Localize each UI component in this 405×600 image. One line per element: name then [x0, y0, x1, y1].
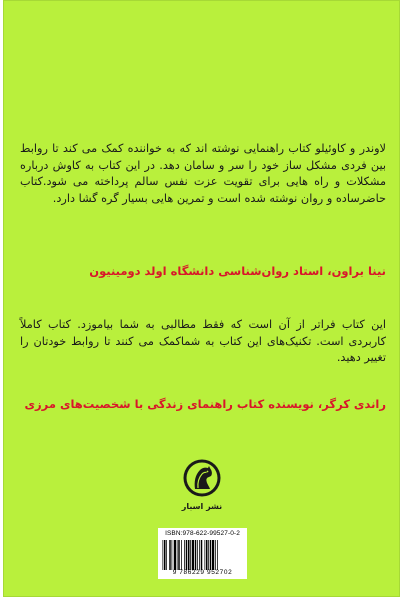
barcode-bar	[186, 540, 188, 570]
barcode-bar	[174, 540, 176, 570]
horse-head-logo-icon	[182, 458, 222, 498]
barcode-bar	[201, 540, 203, 570]
barcode-bar	[190, 540, 191, 570]
blurb-paragraph-2: این کتاب فراتر از آن است که فقط مطالبی به شما بیاموزد. کتاب کاملاً کاربردی است. تکنیک‌های این کتاب به شماکمک می کنند تا روابط خودتان را تغییر دهید.	[20, 318, 386, 364]
barcode-bar	[206, 540, 208, 570]
isbn-label: ISBN:978-622-99527-0-2	[165, 530, 240, 537]
barcode-bar	[208, 540, 209, 570]
barcode-bar	[205, 540, 206, 570]
barcode-bar	[164, 540, 166, 570]
barcode-bar	[188, 540, 190, 570]
barcode-bar	[184, 540, 185, 570]
barcode-bar	[169, 540, 171, 570]
barcode-box	[158, 528, 247, 579]
attribution-2: راندی کرگر، نویسنده کتاب راهنمای زندگی با شخصیت‌های مرزی	[24, 397, 386, 411]
barcode-bar	[177, 540, 178, 570]
barcode-bar	[195, 540, 197, 570]
barcode-bar	[199, 540, 200, 570]
barcode-bar	[197, 540, 198, 570]
publisher-name: نشر اسبار	[181, 502, 223, 511]
barcode-bar	[181, 540, 182, 570]
barcode-bar	[217, 540, 218, 570]
attribution-1: نینا براون، استاد روان‌شناسی دانشگاه اولد دومینیون	[89, 264, 386, 278]
barcode-bar	[192, 540, 194, 570]
barcode-bar	[163, 540, 164, 570]
barcode-bar	[172, 540, 173, 570]
barcode-number: 9 786229 952702	[172, 569, 233, 576]
barcode	[162, 540, 243, 570]
barcode-bar	[166, 540, 167, 570]
blurb-paragraph-1: لاوندر و کاوئیلو کتاب راهنمایی نوشته اند که به خواننده کمک می کند تا روابط بین فردی مشکل ساز خود را سر و سامان دهد. در این کتاب به کاوش درباره مشکلات و راه هایی برای تقویت عزت نفس سالم پرداخته می شود.کتاب حاضرساده و روان نوشته شده است و تمرین هایی بسیار گره گشا دارد.	[20, 142, 386, 205]
barcode-bar	[210, 540, 212, 570]
barcode-bar	[215, 540, 216, 570]
barcode-bar	[212, 540, 214, 570]
barcode-bar	[178, 540, 180, 570]
